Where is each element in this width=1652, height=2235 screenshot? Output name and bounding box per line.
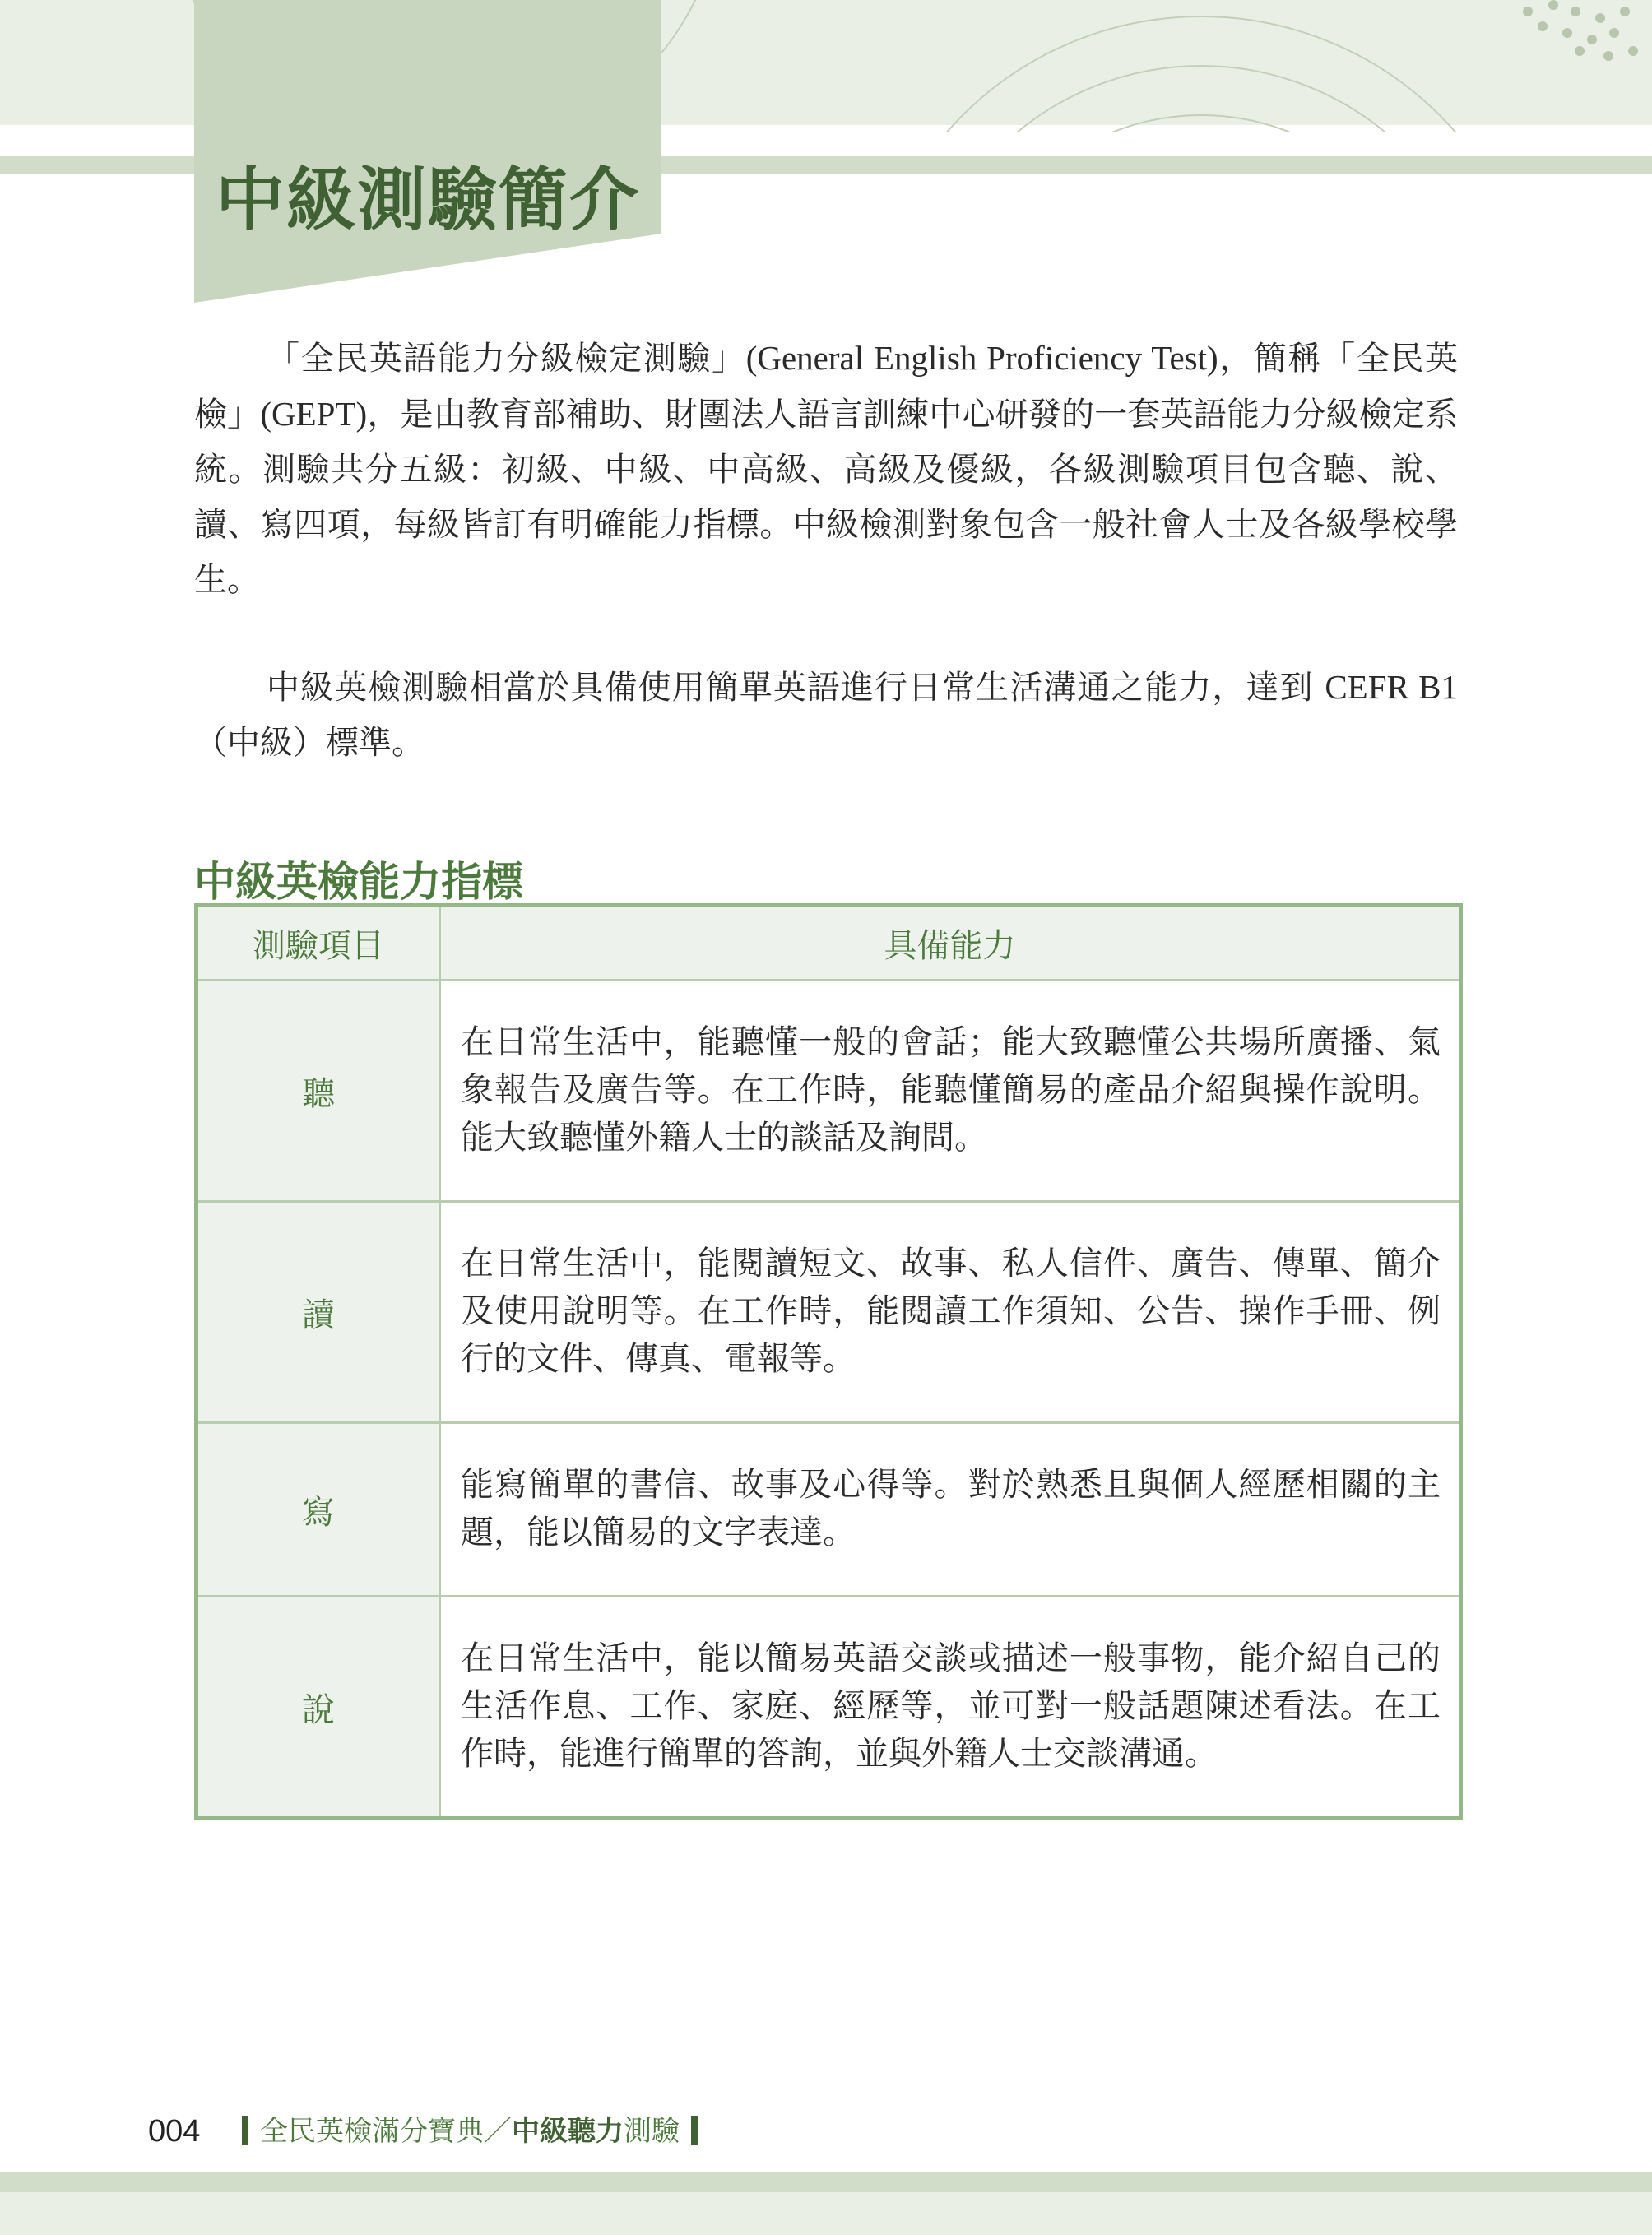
book-part-end: 測驗 (624, 2115, 680, 2148)
skill-cell: 聽 (197, 981, 440, 1202)
running-footer (242, 2116, 698, 2147)
column-header-item: 測驗項目 (197, 906, 440, 981)
footer-rule (0, 2172, 1652, 2192)
table-header-row (197, 906, 1461, 981)
ability-table (194, 903, 1463, 1820)
skill-cell: 寫 (197, 1423, 440, 1597)
intro-paragraph-1 (194, 331, 1458, 608)
ability-cell: 在日常生活中，能閱讀短文、故事、私人信件、廣告、傳單、簡介及使用說明等。在工作時，能閱讀工作須知、公告、操作手冊、例行的文件、傳真、電報等。 (440, 1202, 1461, 1423)
intro-text: ，簡稱「全民英檢」 (194, 340, 1459, 434)
intro-text: 中級英檢測驗相當於具備使用簡單英語進行日常生活溝通之能力，達到 (267, 669, 1314, 707)
intro-text: （中級）標準。 (194, 724, 425, 762)
ability-cell: 能寫簡單的書信、故事及心得等。對於熟悉且與個人經歷相關的主題，能以簡易的文字表達。 (440, 1423, 1461, 1597)
intro-text: ，是由教育部補助、財團法人語言訓練中心研發的一套英語能力分級檢定系統。測驗共分五級：初級、中級、中高級、高級及優級，各級測驗項目包含聽、說、讀、寫四項，每級皆訂有明確能力指標。中級檢測對象包含一般社會人士及各級學校學生。 (194, 396, 1459, 599)
column-header-ability: 具備能力 (440, 906, 1461, 981)
skill-cell: 說 (197, 1597, 440, 1819)
table-row (197, 1202, 1461, 1423)
intro-paragraph-2 (194, 660, 1458, 771)
table-row (197, 1423, 1461, 1597)
section-heading: 中級英檢能力指標 (194, 857, 523, 906)
intro-abbreviation: (GEPT) (260, 395, 368, 433)
intro-text: 「全民英語能力分級檢定測驗」 (267, 340, 746, 378)
footer-bar-left (242, 2116, 248, 2145)
table-row (197, 1597, 1461, 1819)
intro-english-name: (General English Proficiency Test) (745, 339, 1218, 377)
book-title: 全民英檢滿分寶典／ (260, 2115, 512, 2148)
book-part: 中級聽力 (512, 2115, 624, 2148)
ability-cell: 在日常生活中，能以簡易英語交談或描述一般事物，能介紹自己的生活作息、工作、家庭、經歷等，並可對一般話題陳述看法。在工作時，能進行簡單的答詢，並與外籍人士交談溝通。 (440, 1597, 1461, 1819)
page-title: 中級測驗簡介 (215, 160, 640, 241)
footer-bar-right (691, 2116, 698, 2145)
ability-cell: 在日常生活中，能聽懂一般的會話；能大致聽懂公共場所廣播、氣象報告及廣告等。在工作時，能聽懂簡易的產品介紹與操作說明。能大致聽懂外籍人士的談話及詢問。 (440, 981, 1461, 1202)
page-number: 004 (148, 2114, 201, 2149)
table-row (197, 981, 1461, 1202)
skill-cell: 讀 (197, 1202, 440, 1423)
cefr-level: CEFR B1 (1325, 668, 1458, 706)
title-tab (194, 0, 661, 303)
footer-band (0, 2192, 1652, 2235)
